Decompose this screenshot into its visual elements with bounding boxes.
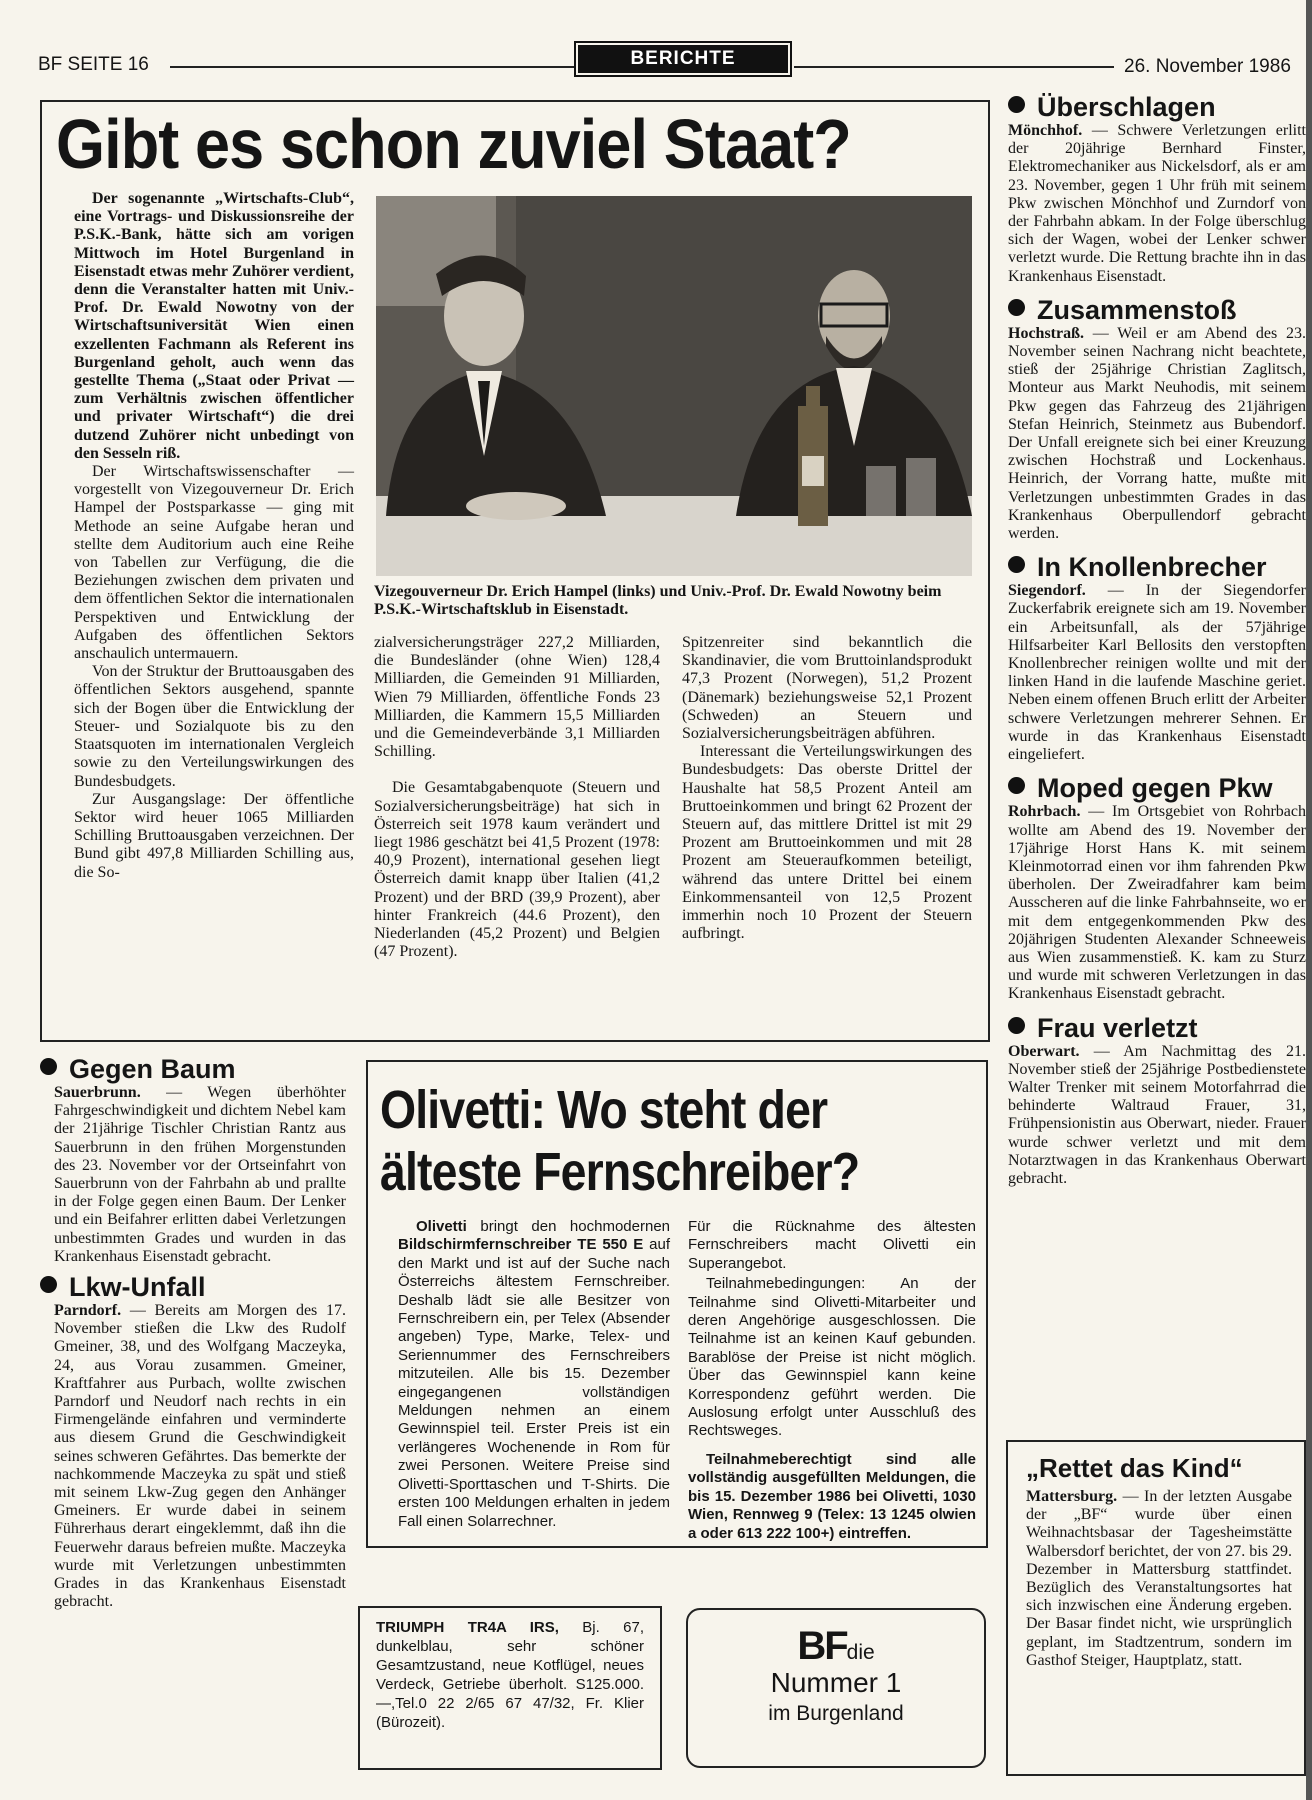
brief-headline-text: Gegen Baum <box>69 1054 236 1084</box>
brief-item <box>1008 552 1306 764</box>
article-photo <box>376 196 972 576</box>
article-paragraph: Die Gesamtabgabenquote (Steuern und Sozialversicherungsbeiträge) hat sich in Österreich seit 1978 kaum verändert und liegt 1986 geschätzt bei 41,5 Prozent (1978: 40,9 Prozent), international gesehen liegt Österreich damit knapp über Italien (41,2 Prozent) und der BRD (39,9 Prozent), aber hinter Frankreich (44.6 Prozent), den Niederlanden (45,2 Prozent) und Belgien (47 Prozent). <box>374 779 660 961</box>
olivetti-text-a: bringt den hochmodernen <box>466 1218 670 1235</box>
dateline: Siegendorf. <box>1008 582 1086 600</box>
article-paragraph: Spitzenreiter sind bekanntlich die Skandinavier, die vom Bruttoinlandsprodukt 47,3 Prozent (Norwegen), 51,2 Prozent (Dänemark) beziehungsweise 52,1 Prozent (Schweden) an Steuern und Sozialversicherungsbeiträgen abführen. <box>682 634 972 743</box>
brief-headline <box>1008 1013 1306 1043</box>
article-paragraph: Der Wirtschaftswissenschafter — vorgestellt von Vizegouverneur Dr. Erich Hampel der Postsparkasse — ging mit Methode an seine Aufgabe heran und stellte dem Auditorium auch eine Reihe von Tabellen zur Verfügung, die die Beziehungen zwischen dem privaten und dem öffentlichen Sektor die internationalen Perspektiven und Entwicklung der Aufgaben des öffentlichen Sektors anschaulich untermauern. <box>74 463 354 663</box>
section-label-text: BERICHTE <box>578 45 788 73</box>
brief-headline-text: Überschlagen <box>1037 92 1216 122</box>
dateline: Oberwart. <box>1008 1042 1080 1060</box>
brief-body: — Wegen überhöhter Fahrgeschwindigkeit und dichtem Nebel kam der 21jährige Tischler Christian Rantz aus Sauerbrunn in den frühen Morgenstunden des 23. November vor der Ortseinfahrt von Sauerbrunn von der Fahrbahn ab und prallte in der Folge gegen einen Baum. Der Lenker und ein Beifahrer erlitten dabei Verletzungen unbestimmten Grades und wurden in das Krankenhaus Eisenstadt gebracht. <box>54 1084 346 1265</box>
brief-headline-text: Lkw-Unfall <box>69 1272 206 1303</box>
article-paragraph: Zur Ausgangslage: Der öffentliche Sektor wird heuer 1065 Milliarden Schilling Bruttoausgaben verzeichnen. Der Bund gibt 497,8 Milliarden Schilling aus, die So- <box>74 790 354 881</box>
brief-body: — In der Siegendorfer Zuckerfabrik ereignete sich am 19. November ein Arbeitsunfall, als der 57jährige Hilfsarbeiter Karl Bellosits den verstopften Knollenbrecher reinigen wollte und mit der linken Hand in die laufende Maschine geriet. Neben einem offenen Bruch erlitt der Arbeiter schwere Verletzungen mehrerer Sehnen. Er wurde in das Krankenhaus Eisenstadt eingeliefert. <box>1008 582 1306 764</box>
header-rule-right <box>794 66 1114 68</box>
bf-logo: BF <box>797 1624 847 1668</box>
brief-item <box>1008 1013 1306 1189</box>
main-col-1 <box>74 190 354 882</box>
classified-title: TRIUMPH TR4A IRS, <box>376 1619 559 1636</box>
dateline: Mönchhof. <box>1008 122 1083 139</box>
brief-headline <box>1008 92 1306 122</box>
dateline: Mattersburg. <box>1026 1488 1118 1505</box>
bf-ad-word: die <box>846 1641 875 1664</box>
bullet-icon <box>1008 1017 1025 1034</box>
photo-illustration <box>376 196 972 576</box>
brief-headline <box>1008 295 1306 325</box>
olivetti-col-1 <box>398 1218 670 1531</box>
brief-headline-text: In Knollenbrecher <box>1037 552 1267 583</box>
bf-ad-slogan: Nummer 1 <box>770 1667 902 1698</box>
bf-ad-line1 <box>688 1626 984 1666</box>
page-number: BF SEITE 16 <box>38 54 149 75</box>
rettet-box <box>1006 1440 1306 1776</box>
classified-text <box>376 1618 644 1732</box>
brief-text <box>1008 582 1306 764</box>
brief-text <box>1008 325 1306 543</box>
bullet-icon <box>1008 556 1025 573</box>
olivetti-text: Für die Rücknahme des ältesten Fernschreibers macht Olivetti ein Superangebot. <box>688 1218 976 1272</box>
brief-item <box>1008 295 1306 543</box>
main-col-3 <box>682 634 972 943</box>
bullet-icon <box>1008 299 1025 316</box>
brief-headline-text: Moped gegen Pkw <box>1037 773 1273 804</box>
brief-text <box>40 1302 346 1611</box>
classified-body: Bj. 67, dunkelblau, sehr schöner Gesamtzustand, neue Kotflügel, neues Verdeck, Getriebe überholt. S125.000.—,Tel.0 22 2/65 67 47/32, Fr. Klier (Bürozeit). <box>376 1619 644 1731</box>
left-column <box>40 1054 346 1611</box>
dateline: Rohrbach. <box>1008 803 1081 821</box>
brief-headline-text: Zusammenstoß <box>1037 294 1237 325</box>
bullet-icon <box>40 1276 57 1293</box>
brief-text <box>1008 803 1306 1003</box>
page-edge <box>1306 0 1312 1800</box>
section-label <box>574 41 792 77</box>
olivetti-headline-line2: älteste Fernschreiber? <box>380 1142 860 1202</box>
brief-text <box>40 1084 346 1266</box>
brief-text <box>1008 122 1306 286</box>
olivetti-col-2 <box>688 1218 976 1543</box>
main-headline: Gibt es schon zuviel Staat? <box>56 105 851 183</box>
right-column <box>1008 92 1306 1188</box>
olivetti-brand: Olivetti <box>416 1218 467 1235</box>
dateline: Parndorf. <box>54 1302 122 1320</box>
article-paragraph: zialversicherungsträger 227,2 Milliarden, die Bundesländer (ohne Wien) 128,4 Milliarden, die Gemeinden 91 Milliarden, Wien 79 Milliarden, öffentliche Fonds 23 Milliarden, die Kammern 15,5 Milliarden und die Gemeindeverbände 3,1 Milliarden Schilling. <box>374 634 660 761</box>
classified-ad-box <box>358 1606 662 1770</box>
brief-headline <box>1008 773 1306 803</box>
main-col-2 <box>374 634 660 961</box>
bf-ad-box <box>686 1608 986 1768</box>
olivetti-text <box>398 1218 670 1531</box>
photo-caption: Vizegouverneur Dr. Erich Hampel (links) und Univ.-Prof. Dr. Ewald Nowotny beim P.S.K.-Wirtschaftsklub in Eisenstadt. <box>374 583 942 618</box>
brief-item <box>40 1272 346 1611</box>
brief-item <box>1008 773 1306 1003</box>
brief-body: — Bereits am Morgen des 17. November stießen die Lkw des Rudolf Gmeiner, 38, und des Wolfgang Maczeyka, 24, aus Vorau zusammen. Gmeiner, Kraftfahrer aus Purbach, wollte zwischen Parndorf und Neudorf nach rechts in ein Firmengelände einfahren und verminderte aus diesem Grund die Geschwindigkeit seines schweren Gefährtes. Das bemerkte der nachkommende Maczeyka zu spät und stieß mit seinem Lkw-Zug gegen den Anhänger Gmeiners. Er wurde dabei in seinem Führerhaus derart eingeklemmt, daß ihn die Feuerwehr daraus befreien mußte. Maczeyka wurde mit Verletzungen unbestimmten Grades in das Krankenhaus Eisenstadt gebracht. <box>54 1302 346 1611</box>
brief-item <box>1008 92 1306 286</box>
dateline: Hochstraß. <box>1008 324 1084 342</box>
brief-body: — Am Nachmittag des 21. November stieß der 25jährige Postbedienstete Walter Trenker mit seinem Motorfahrrad die behinderte Waltraud Frauer, 31, Frühpensionistin aus Oberwart, nieder. Frauer wurde schwer verletzt und mit dem Notarztwagen in das Krankenhaus Oberwart gebracht. <box>1008 1042 1306 1187</box>
brief-text <box>1008 1043 1306 1189</box>
bf-ad-region: im Burgenland <box>768 1702 904 1725</box>
olivetti-text-b: auf den Markt und ist auf der Suche nach Österreichs ältestem Fernschreiber. Deshalb lädt sie alle Besitzer von Fernschreibern ein, per Telex (Absender angeben) Type, Marke, Telex- und Seriennummer des Fernschreibers mitzuteilen. Alle bis 15. Dezember eingegangenen vollständigen Meldungen nehmen an einem Gewinnspiel teil. Erster Preis ist ein verlängeres Wochenende in Rom für zwei Personen. Weitere Preise sind Olivetti-Sporttaschen und T-Shirts. Die ersten 100 Meldungen erhalten in jedem Fall einen Solarrechner. <box>398 1236 670 1530</box>
brief-body: — Schwere Verletzungen erlitt der 20jährige Bernhard Finster, Elektromechaniker aus Nickelsdorf, als er am 23. November, gegen 1 Uhr früh mit seinem Pkw zwischen Mönchhof und Zurndorf von der Fahrbahn abkam. In der Folge überschlug sich der Wagen, wobei der Lenker schwer verletzt wurde. Die Rettung brachte ihn in das Krankenhaus Eisenstadt. <box>1008 122 1306 285</box>
rettet-headline: „Rettet das Kind“ <box>1026 1453 1243 1483</box>
olivetti-text: Teilnahmebedingungen: An der Teilnahme sind Olivetti-Mitarbeiter und deren Angehörige ausgeschlossen. Die Teilnahme ist an keinen Kauf gebunden. Barablöse der Preise ist nicht möglich. Über das Gewinnspiel kann keine Korrespondenz geführt werden. Die Auslosung erfolgt unter Ausschluß des Rechtsweges. <box>688 1275 976 1440</box>
brief-headline <box>40 1054 346 1084</box>
brief-headline <box>40 1272 346 1302</box>
brief-body: — Im Ortsgebiet von Rohrbach wollte am Abend des 19. November der 17jährige Horst Hans K. mit seinem Kleinmotorrad einen vor ihm fahrenden Pkw überholen. Der Zweiradfahrer kam beim Ausscheren auf die linke Fahrbahnseite, wo er mit dem entgegenkommenden Pkw des 20jährigen Studenten Alexander Schneeweis aus Wien zusammenstieß. K. kam zu Sturz und wurde mit schweren Verletzungen in das Krankenhaus Eisenstadt gebracht. <box>1008 803 1306 1003</box>
brief-headline-text: Frau verletzt <box>1037 1012 1198 1043</box>
header-rule-left <box>170 66 574 68</box>
brief-item <box>40 1054 346 1266</box>
bullet-icon <box>40 1058 57 1075</box>
article-paragraph: Von der Struktur der Bruttoausgaben des öffentlichen Sektors ausgehend, spannte sich der Bogen über die Entwicklung der Steuer- und Sozialquote bis zu den Staatsquoten im internationalen Vergleich sowie zu den Verteilungswirkungen des Bundesbudgets. <box>74 663 354 790</box>
dateline: Sauerbrunn. <box>54 1084 141 1101</box>
article-lead: Der sogenannte „Wirtschafts-Club“, eine Vortrags- und Diskussionsreihe der P.S.K.-Bank, hätte sich am vorigen Mittwoch im Hotel Burgenland in Eisenstadt etwas mehr Zuhörer verdient, denn die Veranstalter hatten mit Univ.-Prof. Dr. Ewald Nowotny von der Wirtschaftsuniversität Wien einen exzellenten Fachmann als Referent ins Burgenland geholt, auch wenn das gestellte Thema („Staat oder Privat — zum Verhältnis zwischen öffentlicher und privater Wirtschaft“) die drei dutzend Zuhörer nicht unbedingt von den Sesseln riß. <box>74 190 354 462</box>
issue-date: 26. November 1986 <box>1124 56 1291 77</box>
olivetti-headline-line1: Olivetti: Wo steht der <box>380 1080 828 1140</box>
rettet-body: — In der letzten Ausgabe der „BF“ wurde über einen Weihnachtsbasar der Tagesheimstätte Walbersdorf berichtet, der von 27. bis 29. Dezember in Mattersburg stattfindet. Bezüglich des Veranstaltungsortes hat sich inzwischen eine Änderung ergeben. Der Basar findet nicht, wie ursprünglich geplant, im Stadtzentrum, sondern im Gasthof Steiger, Hauptplatz, statt. <box>1026 1488 1292 1669</box>
brief-headline <box>1008 552 1306 582</box>
bullet-icon <box>1008 777 1025 794</box>
bullet-icon <box>1008 96 1025 113</box>
article-paragraph: Interessant die Verteilungswirkungen des Bundesbudgets: Das oberste Drittel der Haushalte hat 58,5 Prozent Anteil am Bruttoeinkommen und bringt 62 Prozent der Steuern auf, das mittlere Drittel ist mit 29 Prozent am Bruttoeinkommen und mit 28 Prozent am Steueraufkommen beteiligt, während das untere Drittel bei einem Einkommensanteil von 12,5 Prozent immerhin noch 10 Prozent der Steuern aufbringt. <box>682 743 972 943</box>
rettet-text <box>1026 1488 1292 1670</box>
olivetti-entry-terms: Teilnahmeberechtigt sind alle vollständig ausgefüllten Meldungen, die bis 15. Dezember 1986 bei Olivetti, 1030 Wien, Rennweg 9 (Telex: 13 1245 olwien a oder 613 222 100+) eintreffen. <box>688 1450 976 1542</box>
brief-body: — Weil er am Abend des 23. November seinen Nachrang nicht beachtete, stieß der 25jährige Christian Zaglitsch, Monteur aus Markt Neuhodis, mit seinem Pkw gegen das Fahrzeug des 21jährigen Stefan Heinrich, Steinmetz aus Bubendorf. Der Unfall ereignete sich bei einer Kreuzung zwischen Hochstraß und Lockenhaus. Heinrich, der Vorrang hatte, mußte mit Verletzungen unbestimmten Grades in das Krankenhaus Oberpullendorf gebracht werden. <box>1008 324 1306 543</box>
olivetti-product: Bildschirmfernschreiber TE 550 E <box>398 1236 644 1254</box>
